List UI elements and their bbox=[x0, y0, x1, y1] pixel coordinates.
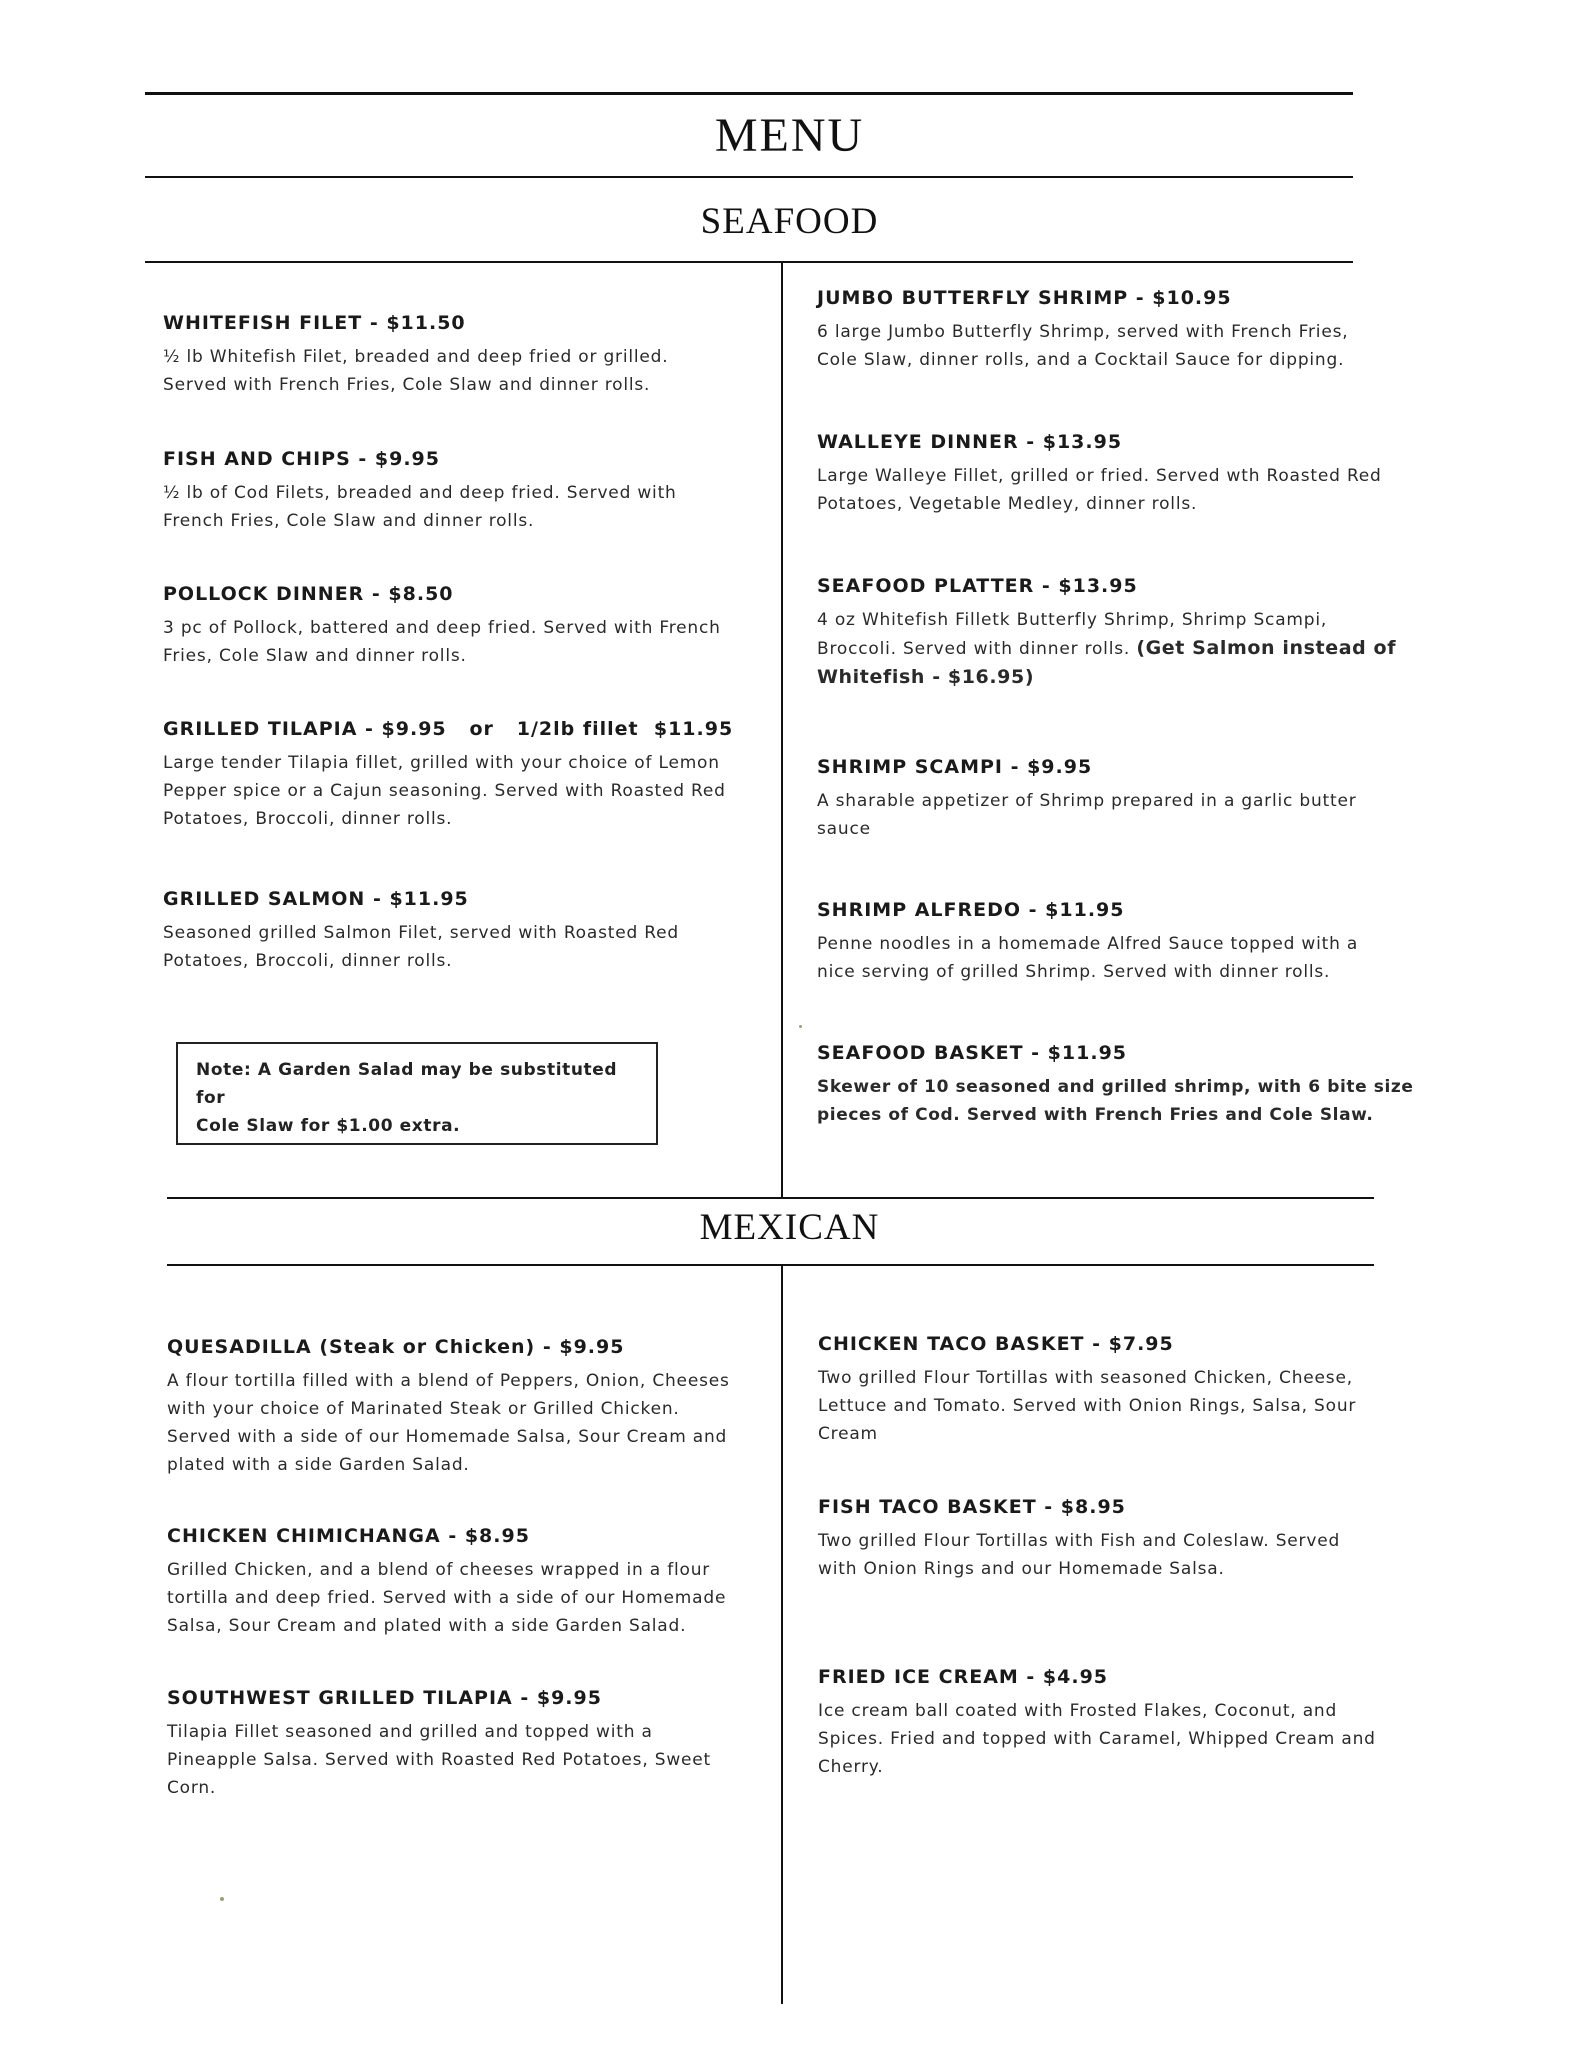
item-name: GRILLED SALMON - $11.95 bbox=[163, 888, 469, 910]
desc-line: Tilapia Fillet seasoned and grilled and topped with a bbox=[167, 1722, 653, 1742]
menu-item bbox=[817, 287, 1348, 374]
menu-item bbox=[817, 575, 1396, 691]
item-name: QUESADILLA (Steak or Chicken) - $9.95 bbox=[167, 1336, 625, 1358]
desc-line: Served with French Fries, Cole Slaw and dinner rolls. bbox=[163, 375, 651, 395]
item-name: FISH AND CHIPS - $9.95 bbox=[163, 448, 440, 470]
item-description bbox=[163, 919, 679, 975]
desc-line: A sharable appetizer of Shrimp prepared in a garlic butter bbox=[817, 791, 1357, 811]
desc-line: Cherry. bbox=[818, 1757, 884, 1777]
menu-item bbox=[817, 899, 1358, 986]
desc-line: 4 oz Whitefish Filletk Butterfly Shrimp, Shrimp Scampi, bbox=[817, 610, 1328, 630]
scan-speck bbox=[220, 1897, 224, 1901]
item-name: CHICKEN CHIMICHANGA - $8.95 bbox=[167, 1525, 530, 1547]
menu-item bbox=[818, 1333, 1356, 1448]
item-name: SHRIMP SCAMPI - $9.95 bbox=[817, 756, 1093, 778]
menu-item bbox=[818, 1496, 1340, 1583]
desc-line: Potatoes, Vegetable Medley, dinner rolls. bbox=[817, 494, 1198, 514]
desc-line: Served with a side of our Homemade Salsa, Sour Cream and bbox=[167, 1427, 728, 1447]
seafood-heading: SEAFOOD bbox=[700, 201, 879, 242]
item-description bbox=[817, 1073, 1414, 1129]
item-description bbox=[163, 614, 721, 670]
item-description bbox=[817, 318, 1348, 374]
menu-title: MENU bbox=[714, 109, 865, 162]
menu-item bbox=[817, 1042, 1414, 1129]
desc-line: ½ lb of Cod Filets, breaded and deep fried. Served with bbox=[163, 483, 677, 503]
desc-line: Large Walleye Fillet, grilled or fried. Served wth Roasted Red bbox=[817, 466, 1382, 486]
note-line: Cole Slaw for $1.00 extra. bbox=[196, 1116, 461, 1136]
salad-substitution-note bbox=[176, 1042, 658, 1145]
item-name: SHRIMP ALFREDO - $11.95 bbox=[817, 899, 1125, 921]
menu-item bbox=[163, 583, 721, 670]
desc-line: Pepper spice or a Cajun seasoning. Served with Roasted Red bbox=[163, 781, 726, 801]
item-name: SEAFOOD BASKET - $11.95 bbox=[817, 1042, 1128, 1064]
desc-line: French Fries, Cole Slaw and dinner rolls. bbox=[163, 511, 535, 531]
item-description bbox=[818, 1527, 1340, 1583]
item-name: CHICKEN TACO BASKET - $7.95 bbox=[818, 1333, 1174, 1355]
menu-item bbox=[163, 718, 733, 833]
item-name: POLLOCK DINNER - $8.50 bbox=[163, 583, 454, 605]
item-description bbox=[167, 1718, 711, 1802]
item-description bbox=[817, 930, 1358, 986]
menu-item bbox=[817, 756, 1357, 843]
desc-line: sauce bbox=[817, 819, 871, 839]
item-name: FRIED ICE CREAM - $4.95 bbox=[818, 1666, 1109, 1688]
desc-line: Lettuce and Tomato. Served with Onion Rings, Salsa, Sour bbox=[818, 1396, 1357, 1416]
item-name: WHITEFISH FILET - $11.50 bbox=[163, 312, 466, 334]
desc-line: pieces of Cod. Served with French Fries and Cole Slaw. bbox=[817, 1105, 1374, 1125]
desc-line: with your choice of Marinated Steak or Grilled Chicken. bbox=[167, 1399, 680, 1419]
item-description bbox=[817, 462, 1382, 518]
salmon-upgrade-text: (Get Salmon instead of bbox=[1136, 637, 1397, 659]
mexican-rule bbox=[167, 1264, 1374, 1266]
desc-line: Grilled Chicken, and a blend of cheeses wrapped in a flour bbox=[167, 1560, 711, 1580]
item-description bbox=[167, 1367, 730, 1479]
salmon-upgrade-price: Whitefish - $16.95) bbox=[817, 666, 1035, 688]
menu-item bbox=[167, 1336, 730, 1479]
note-line: Note: A Garden Salad may be substituted for bbox=[196, 1060, 618, 1108]
desc-line: Cole Slaw, dinner rolls, and a Cocktail Sauce for dipping. bbox=[817, 350, 1345, 370]
item-name: JUMBO BUTTERFLY SHRIMP - $10.95 bbox=[817, 287, 1232, 309]
desc-line: Potatoes, Broccoli, dinner rolls. bbox=[163, 809, 453, 829]
desc-line: Penne noodles in a homemade Alfred Sauce topped with a bbox=[817, 934, 1359, 954]
desc-line: nice serving of grilled Shrimp. Served with dinner rolls. bbox=[817, 962, 1331, 982]
seafood-rule bbox=[145, 261, 1353, 263]
desc-line: plated with a side Garden Salad. bbox=[167, 1455, 470, 1475]
desc-line: ½ lb Whitefish Filet, breaded and deep fried or grilled. bbox=[163, 347, 669, 367]
menu-item bbox=[817, 431, 1382, 518]
desc-line: Two grilled Flour Tortillas with seasoned Chicken, Cheese, bbox=[818, 1368, 1353, 1388]
menu-item bbox=[163, 448, 677, 535]
item-description bbox=[817, 787, 1357, 843]
desc-line: Corn. bbox=[167, 1778, 217, 1798]
desc-line: Large tender Tilapia fillet, grilled with your choice of Lemon bbox=[163, 753, 720, 773]
item-name: SEAFOOD PLATTER - $13.95 bbox=[817, 575, 1138, 597]
menu-item bbox=[167, 1525, 726, 1640]
seafood-column-divider bbox=[781, 261, 783, 1197]
menu-item bbox=[167, 1687, 711, 1802]
mexican-heading: MEXICAN bbox=[699, 1207, 880, 1248]
menu-item bbox=[818, 1666, 1376, 1781]
title-rule bbox=[145, 176, 1353, 178]
item-name: FISH TACO BASKET - $8.95 bbox=[818, 1496, 1126, 1518]
menu-item bbox=[163, 312, 668, 399]
item-description bbox=[818, 1697, 1376, 1781]
desc-text: Broccoli. Served with dinner rolls. bbox=[817, 639, 1131, 659]
desc-line: Cream bbox=[818, 1424, 878, 1444]
item-description bbox=[167, 1556, 726, 1640]
item-description bbox=[818, 1364, 1356, 1448]
item-name: WALLEYE DINNER - $13.95 bbox=[817, 431, 1123, 453]
mexican-top-rule bbox=[167, 1197, 1374, 1199]
desc-line: with Onion Rings and our Homemade Salsa. bbox=[818, 1559, 1225, 1579]
desc-line: 6 large Jumbo Butterfly Shrimp, served with French Fries, bbox=[817, 322, 1349, 342]
scan-speck bbox=[799, 1025, 802, 1028]
desc-line: Ice cream ball coated with Frosted Flakes, Coconut, and bbox=[818, 1701, 1338, 1721]
desc-line: 3 pc of Pollock, battered and deep fried. Served with French bbox=[163, 618, 721, 638]
mexican-column-divider bbox=[781, 1264, 783, 2004]
top-rule bbox=[145, 92, 1353, 95]
desc-line: Potatoes, Broccoli, dinner rolls. bbox=[163, 951, 453, 971]
desc-line: Pineapple Salsa. Served with Roasted Red Potatoes, Sweet bbox=[167, 1750, 711, 1770]
item-description bbox=[163, 749, 733, 833]
item-name: SOUTHWEST GRILLED TILAPIA - $9.95 bbox=[167, 1687, 602, 1709]
desc-line: Spices. Fried and topped with Caramel, Whipped Cream and bbox=[818, 1729, 1376, 1749]
desc-line: tortilla and deep fried. Served with a side of our Homemade bbox=[167, 1588, 727, 1608]
desc-line bbox=[817, 634, 1396, 663]
desc-line: A flour tortilla filled with a blend of Peppers, Onion, Cheeses bbox=[167, 1371, 730, 1391]
desc-line: Fries, Cole Slaw and dinner rolls. bbox=[163, 646, 467, 666]
item-name: GRILLED TILAPIA - $9.95 or 1/2lb fillet $11.95 bbox=[163, 718, 734, 740]
desc-line: Two grilled Flour Tortillas with Fish and Coleslaw. Served bbox=[818, 1531, 1341, 1551]
item-description bbox=[817, 606, 1396, 691]
item-description bbox=[163, 479, 677, 535]
item-description bbox=[163, 343, 668, 399]
desc-line: Salsa, Sour Cream and plated with a side Garden Salad. bbox=[167, 1616, 687, 1636]
desc-line: Seasoned grilled Salmon Filet, served with Roasted Red bbox=[163, 923, 679, 943]
menu-item bbox=[163, 888, 679, 975]
desc-line: Skewer of 10 seasoned and grilled shrimp, with 6 bite size bbox=[817, 1077, 1414, 1097]
